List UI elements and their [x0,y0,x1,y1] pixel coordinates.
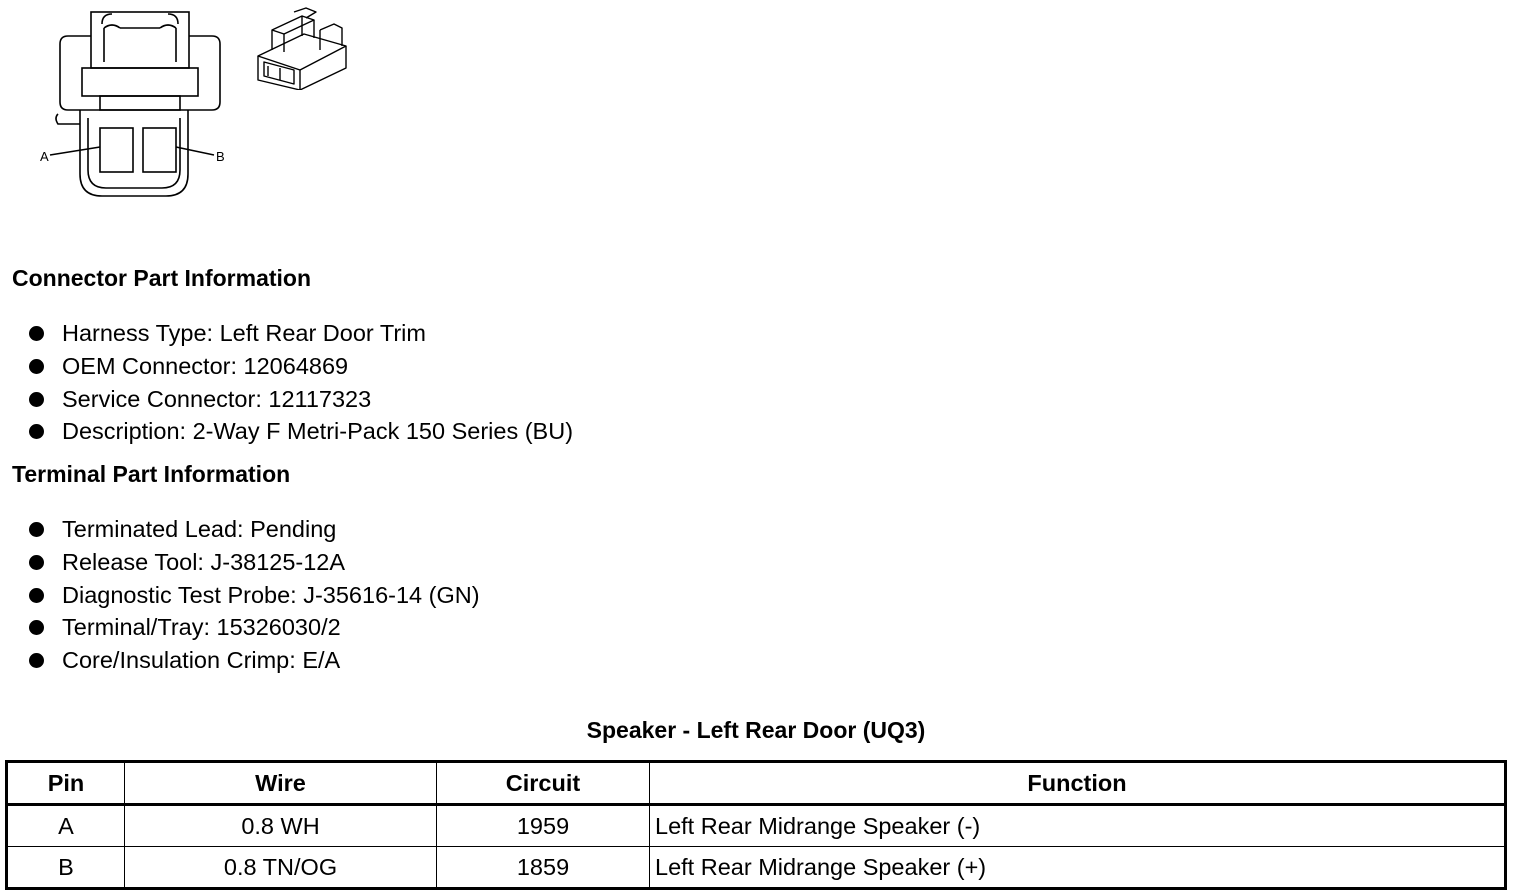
bullet-icon [29,588,44,603]
connector-description: Description: 2-Way F Metri-Pack 150 Series (BU) [62,418,574,445]
bullet-icon [29,359,44,374]
circuit-cell: 1859 [437,847,650,889]
harness-type: Harness Type: Left Rear Door Trim [62,320,426,346]
bullet-icon [29,424,44,439]
connector-isometric-view [254,6,350,90]
function-cell: Left Rear Midrange Speaker (-) [650,805,1506,847]
terminal-info-list [28,513,480,677]
terminated-lead: Terminated Lead: Pending [62,516,337,542]
connector-info-list [28,317,573,448]
connector-info-heading: Connector Part Information [12,265,312,291]
oem-connector: OEM Connector: 12064869 [62,352,349,379]
core-insulation-crimp: Core/Insulation Crimp: E/A [62,647,341,673]
list-item [28,350,573,383]
list-item [28,546,480,579]
bullet-icon [29,653,44,668]
table-row [7,847,1506,889]
terminal-tray: Terminal/Tray: 15326030/2 [62,614,341,641]
terminal-info-heading: Terminal Part Information [12,461,291,487]
pin-b-label: B [216,149,225,164]
pin-cell: B [7,847,125,889]
list-item [28,317,573,350]
pin-table [5,760,1507,890]
list-item [28,644,480,677]
header-function: Function [650,762,1506,805]
table-header-row [7,762,1506,805]
list-item [28,415,573,448]
header-pin: Pin [7,762,125,805]
bullet-icon [29,326,44,341]
release-tool: Release Tool: J-38125-12A [62,548,346,575]
wire-cell: 0.8 TN/OG [125,847,437,889]
function-cell: Left Rear Midrange Speaker (+) [650,847,1506,889]
pin-cell: A [7,805,125,847]
list-item [28,383,573,416]
table-title: Speaker - Left Rear Door (UQ3) [586,717,926,743]
connector-face-diagram [30,4,240,204]
wire-cell: 0.8 WH [125,805,437,847]
bullet-icon [29,522,44,537]
list-item [28,579,480,612]
service-connector: Service Connector: 12117323 [62,385,372,412]
header-wire: Wire [125,762,437,805]
table-row [7,805,1506,847]
circuit-cell: 1959 [437,805,650,847]
pin-a-label: A [40,149,49,164]
diagnostic-test-probe: Diagnostic Test Probe: J-35616-14 (GN) [62,581,480,608]
header-circuit: Circuit [437,762,650,805]
bullet-icon [29,555,44,570]
bullet-icon [29,392,44,407]
bullet-icon [29,620,44,635]
list-item [28,611,480,644]
list-item [28,513,480,546]
